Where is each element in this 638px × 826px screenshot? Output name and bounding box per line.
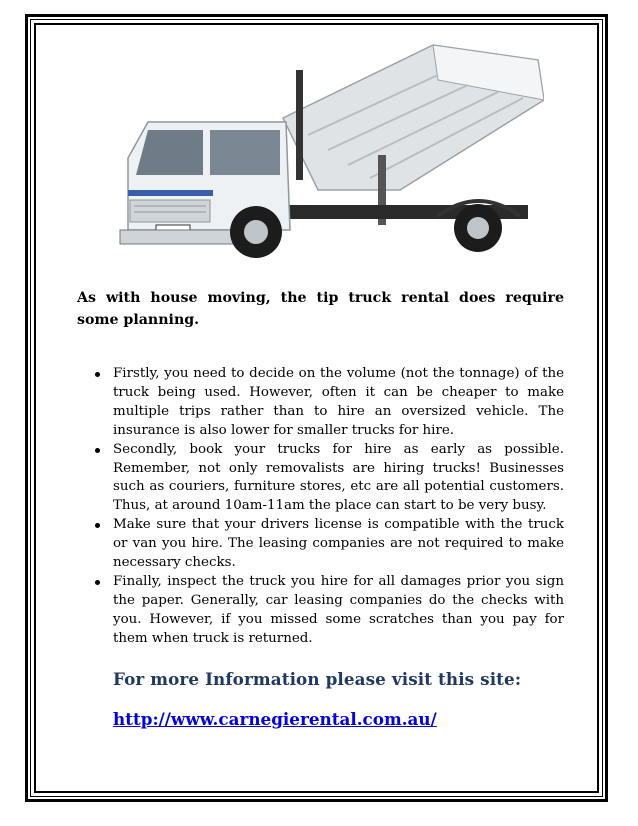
list-item xyxy=(93,365,564,441)
bullet-icon xyxy=(95,448,100,453)
list-item-text: Firstly, you need to decide on the volume (not the tonnage) of the truck being used. However, often it can be cheaper to make multiple trips rather than to hire an oversized vehicle. The insurance is also lower for smaller trucks for hire. xyxy=(113,366,564,438)
list-item xyxy=(93,516,564,573)
list-item xyxy=(93,573,564,649)
list-item-text: Make sure that your drivers license is compatible with the truck or van you hire. The leasing companies are not required to make necessary checks. xyxy=(113,517,564,571)
tips-list xyxy=(77,365,564,649)
tip-truck-image xyxy=(108,40,544,262)
more-info-heading: For more Information please visit this site: xyxy=(113,668,522,689)
intro-paragraph: As with house moving, the tip truck rental does require some planning. xyxy=(77,290,564,328)
list-item-text: Secondly, book your trucks for hire as early as possible. Remember, not only removalists are hiring trucks! Businesses such as couriers, furniture stores, etc are all potential customers. Thus, at around 10am-11am the place can start to be very busy. xyxy=(113,441,564,514)
list-item-text: Finally, inspect the truck you hire for all damages prior you sign the paper. Generally, car leasing companies do the checks with you. However, if you missed some scratches than you pay for them when truck is returned. xyxy=(113,573,564,646)
website-link[interactable]: http://www.carnegierental.com.au/ xyxy=(113,708,437,729)
bullet-icon xyxy=(95,523,100,528)
bullet-icon xyxy=(95,372,100,377)
list-item xyxy=(93,441,564,517)
bullet-icon xyxy=(95,580,100,585)
document-body xyxy=(77,287,564,729)
